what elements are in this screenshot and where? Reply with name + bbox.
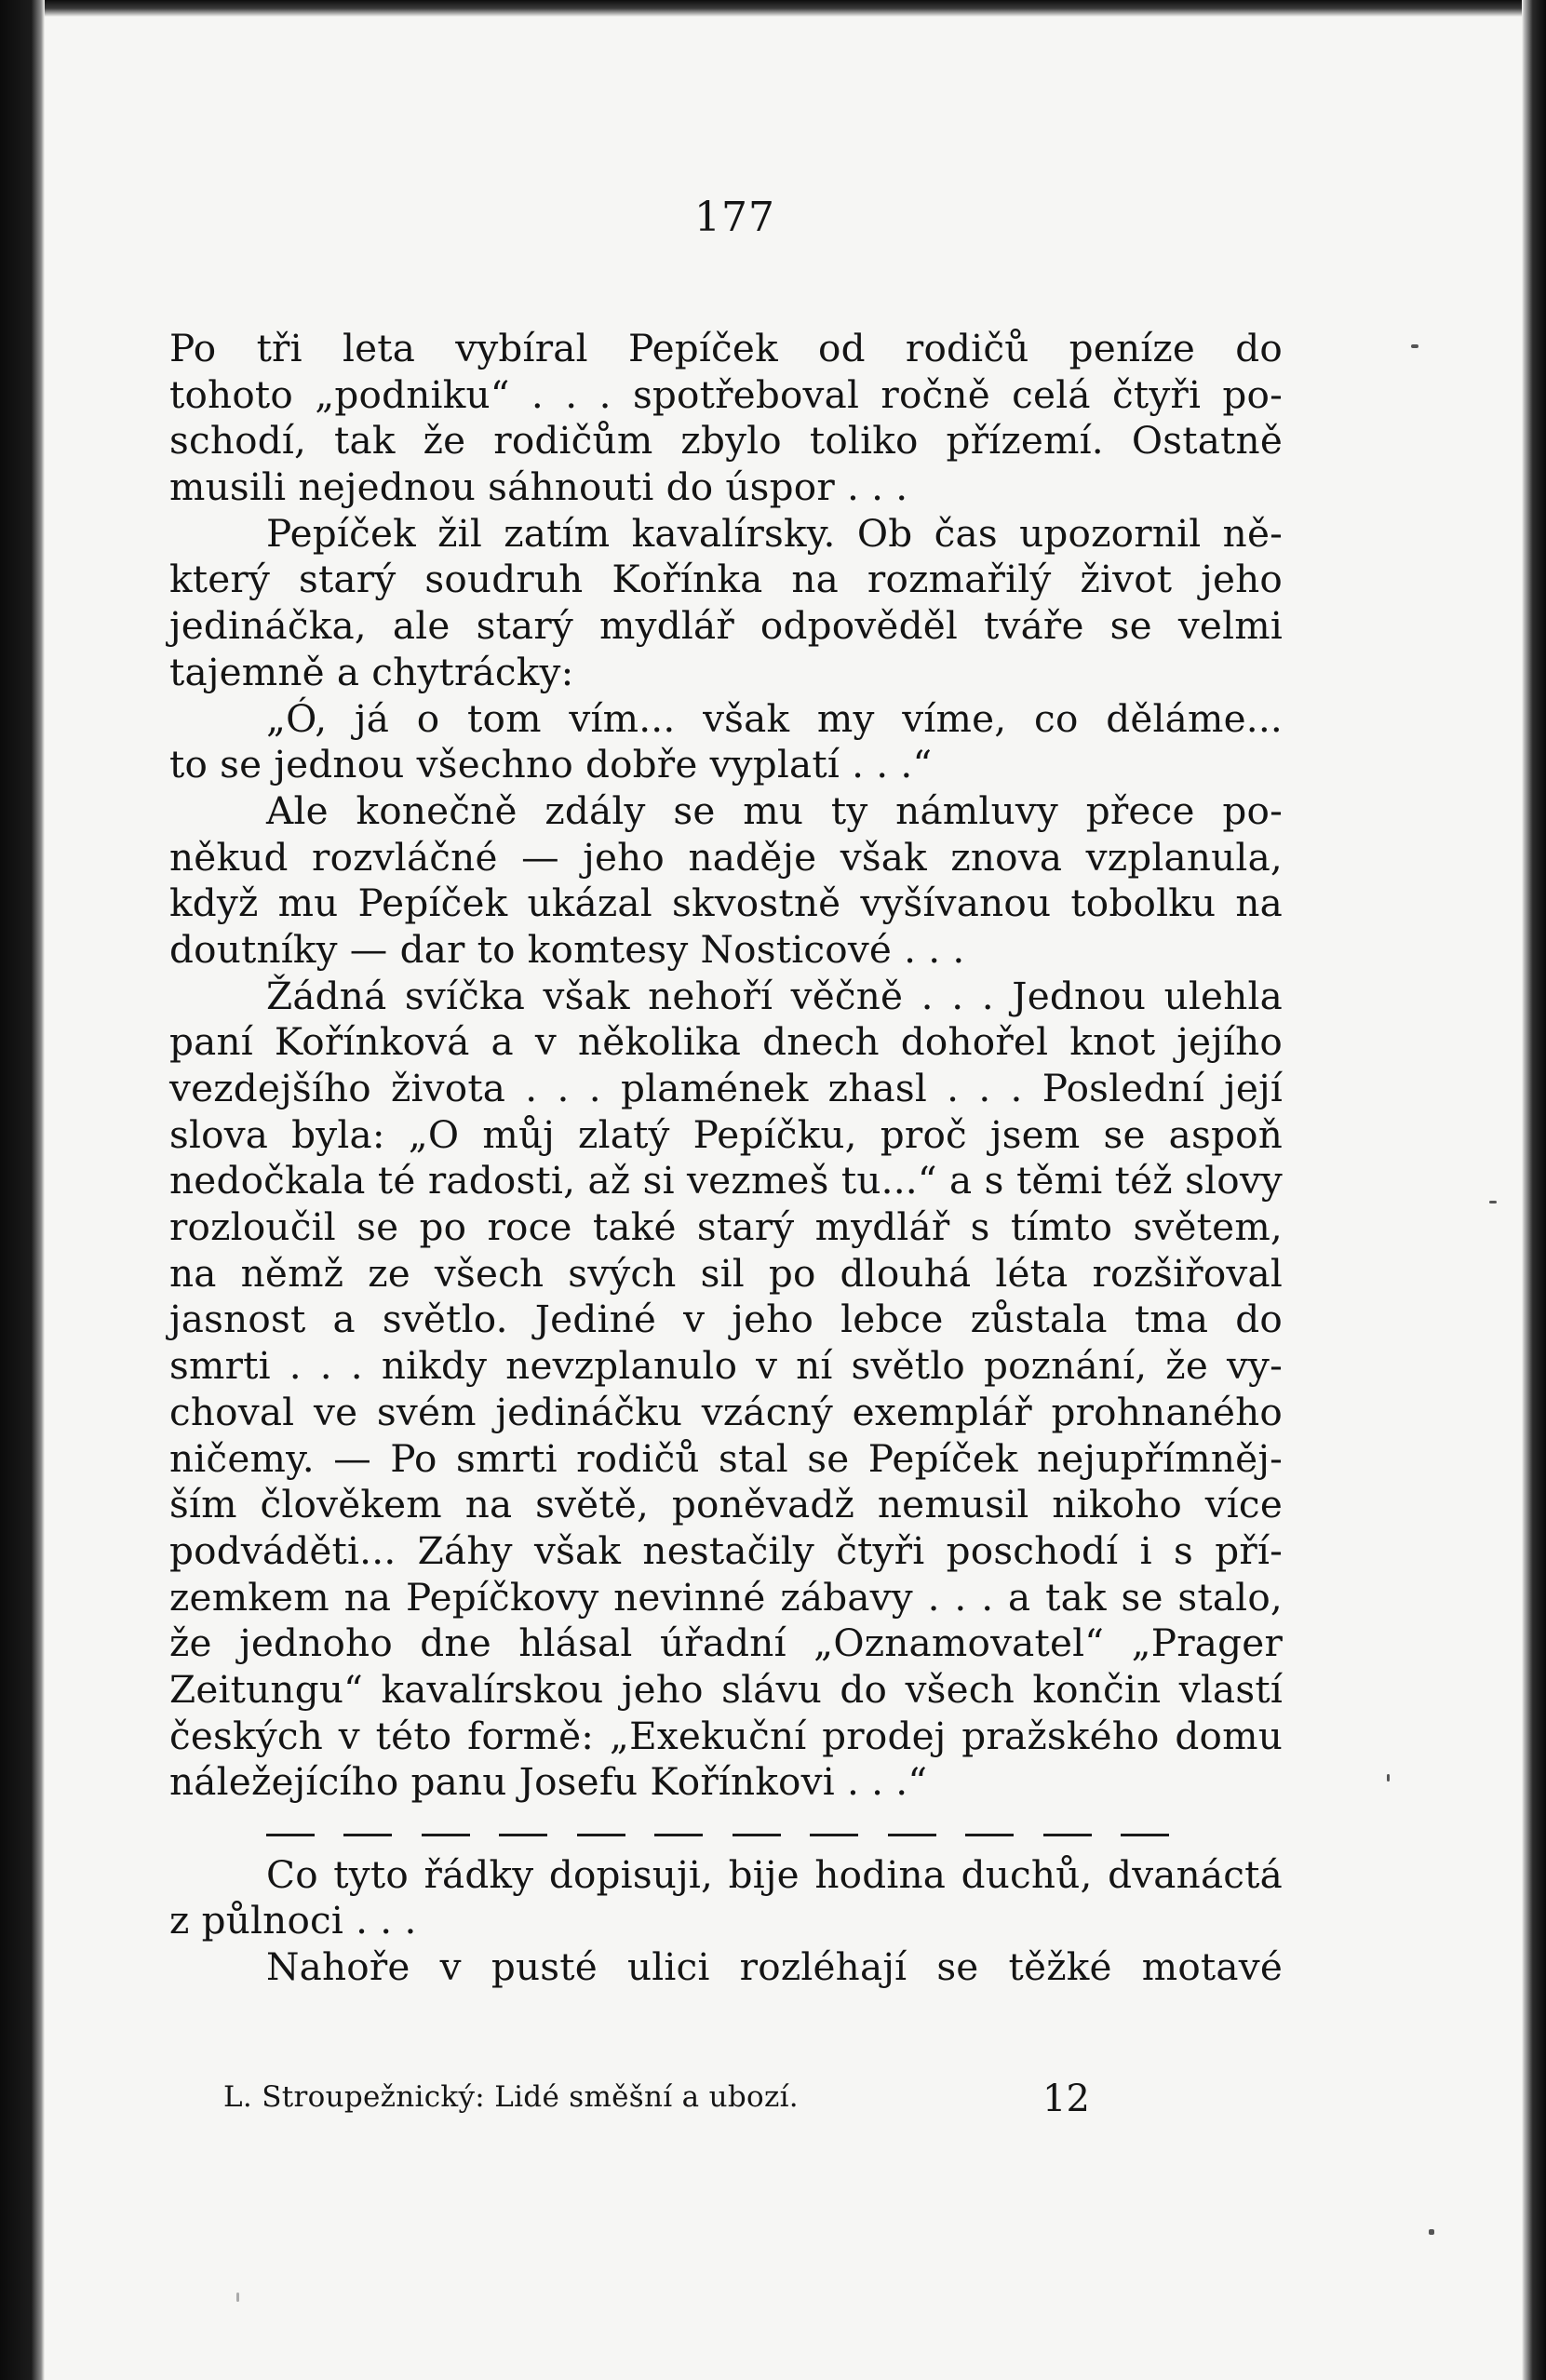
text-line: vezdejšího života . . . plamének zhasl . . . Poslední její	[169, 1066, 1283, 1110]
scan-speck	[1429, 2229, 1434, 2235]
dash	[965, 1834, 1014, 1836]
text-line: tohoto „podniku“ . . . spotřeboval ročně celá čtyři po-	[169, 371, 1283, 417]
text-line: náležejícího panu Josefu Kořínkovi . . .“	[169, 1759, 928, 1805]
scan-edge-top	[0, 0, 1546, 17]
dash	[266, 1834, 315, 1836]
text-line: doutníky — dar to komtesy Nosticové . . .	[169, 926, 965, 972]
scan-edge-left	[0, 0, 45, 2380]
dash	[577, 1834, 625, 1836]
text-line: někud rozvláčné — jeho naděje však znova vzplanula,	[169, 834, 1283, 880]
text-line: paní Kořínková a v několika dnech dohořel knot jejího	[169, 1019, 1283, 1065]
section-divider	[169, 1806, 1283, 1852]
text-line: který starý soudruh Kořínka na rozmařilý život jeho	[169, 557, 1283, 602]
text-line: Nahoře v pusté ulici rozléhají se těžké motavé	[266, 1944, 1283, 1990]
text-line: když mu Pepíček ukázal skvostně vyšívanou tobolku na	[169, 881, 1283, 926]
dash	[1121, 1834, 1169, 1836]
text-line: Zeitungu“ kavalírskou jeho slávu do všech končin vlastí	[169, 1666, 1283, 1712]
text-line: českých v této formě: „Exekuční prodej pražského domu	[169, 1713, 1283, 1758]
text-line: Ale konečně zdály se mu ty námluvy přece po-	[266, 787, 1283, 833]
text-line: Žádná svíčka však nehoří věčně . . . Jednou ulehla	[266, 973, 1283, 1018]
scan-speck	[236, 2293, 239, 2302]
text-line: ničemy. — Po smrti rodičů stal se Pepíček nejupřímněj-	[169, 1435, 1283, 1481]
text-line: že jednoho dne hlásal úřadní „Oznamovatel“ „Prager	[169, 1620, 1283, 1666]
dash-row	[266, 1834, 1169, 1836]
scan-speck	[1387, 1774, 1390, 1782]
text-line: ším člověkem na světě, poněvadž nemusil nikoho více	[169, 1482, 1283, 1527]
dash	[422, 1834, 470, 1836]
text-line: to se jednou všechno dobře vyplatí . . .“	[169, 742, 933, 787]
dash	[733, 1834, 781, 1836]
body-text	[169, 326, 1283, 1991]
text-line: smrti . . . nikdy nevzplanulo v ní světlo poznání, že vy-	[169, 1343, 1283, 1389]
text-line: zemkem na Pepíčkovy nevinné zábavy . . . a tak se stalo,	[169, 1574, 1283, 1620]
text-line: Pepíček žil zatím kavalírsky. Ob čas upozornil ně-	[266, 510, 1283, 556]
text-line: jasnost a světlo. Jediné v jeho lebce zůstala tma do	[169, 1297, 1283, 1342]
text-line: Co tyto řádky dopisuji, bije hodina duchů, dvanáctá	[266, 1851, 1283, 1897]
dash	[1043, 1834, 1092, 1836]
text-line: tajemně a chytrácky:	[169, 649, 574, 694]
dash	[654, 1834, 703, 1836]
text-line: podváděti... Záhy však nestačily čtyři poschodí i s pří-	[169, 1527, 1283, 1573]
dash	[343, 1834, 392, 1836]
sheet-number: 12	[1042, 2077, 1090, 2120]
footer-signature: L. Stroupežnický: Lidé směšní a ubozí.	[223, 2080, 799, 2114]
text-line: z půlnoci . . .	[169, 1898, 417, 1943]
scan-speck	[1411, 344, 1418, 348]
scan-edge-right	[1522, 0, 1546, 2380]
dash	[888, 1834, 936, 1836]
text-line: „Ó, já o tom vím... však my víme, co děláme...	[266, 695, 1283, 741]
text-line: nedočkala té radosti, až si vezmeš tu...“ a s těmi též slovy	[169, 1158, 1283, 1203]
text-line: musili nejednou sáhnouti do úspor . . .	[169, 464, 908, 510]
scan-speck	[1489, 1201, 1497, 1203]
text-line: slova byla: „O můj zlatý Pepíčku, proč jsem se aspoň	[169, 1111, 1283, 1157]
text-line: na němž ze všech svých sil po dlouhá léta rozšiřoval	[169, 1250, 1283, 1296]
page-number: 177	[694, 194, 775, 241]
text-line: rozloučil se po roce také starý mydlář s tímto světem,	[169, 1204, 1283, 1250]
dash	[810, 1834, 858, 1836]
text-line: jedináčka, ale starý mydlář odpověděl tváře se velmi	[169, 603, 1283, 649]
dash	[499, 1834, 547, 1836]
text-line: Po tři leta vybíral Pepíček od rodičů peníze do	[169, 326, 1283, 370]
text-line: schodí, tak že rodičům zbylo toliko přízemí. Ostatně	[169, 418, 1283, 464]
text-line: choval ve svém jedináčku vzácný exemplář prohnaného	[169, 1389, 1283, 1434]
